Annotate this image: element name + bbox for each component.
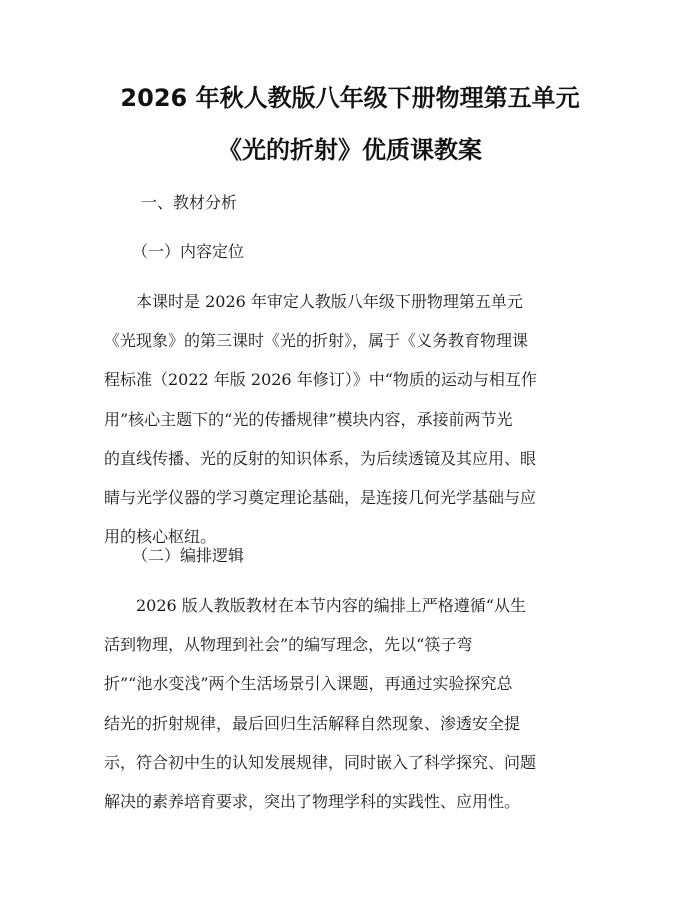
- paragraph-line: 用”核心主题下的“光的传播规律”模块内容，承接前两节光: [104, 409, 513, 429]
- paragraph-line: 活到物理，从物理到社会”的编写理念，先以“筷子弯: [104, 635, 473, 655]
- paragraph-line: 的直线传播、光的反射的知识体系，为后续透镜及其应用、眼: [104, 448, 537, 468]
- paragraph-line: 《光现象》的第三课时《光的折射》，属于《义务教育物理课: [104, 331, 529, 351]
- subsection-heading-arrangement-logic: （二）编排逻辑: [132, 546, 245, 565]
- paragraph-line: 示，符合初中生的认知发展规律，同时嵌入了科学探究、问题: [104, 752, 537, 772]
- paragraph-line: 用的核心枢纽。: [104, 527, 217, 547]
- paragraph-line: 解决的素养培育要求，突出了物理学科的实践性、应用性。: [104, 791, 521, 811]
- document-title-line-1: 2026 年秋人教版八年级下册物理第五单元: [120, 84, 580, 112]
- paragraph-line: 2026 版人教版教材在本节内容的编排上严格遵循“从生: [104, 596, 526, 615]
- subsection-heading-content-positioning: （一）内容定位: [132, 242, 245, 261]
- section-heading-textbook-analysis: 一、教材分析: [141, 193, 238, 212]
- document-title-line-2: 《光的折射》优质课教案: [218, 136, 482, 164]
- paragraph-line: 结光的折射规律，最后回归生活解释自然现象、渗透安全提: [104, 713, 521, 733]
- paragraph-line: 本课时是 2026 年审定人教版八年级下册物理第五单元: [104, 292, 523, 311]
- paragraph-arrangement-logic: [104, 586, 599, 821]
- paragraph-line: 程标准（2022 年版 2026 年修订）》中“物质的运动与相互作: [104, 370, 537, 390]
- paragraph-content-positioning: [104, 282, 599, 556]
- paragraph-line: 睛与光学仪器的学习奠定理论基础，是连接几何光学基础与应: [104, 487, 537, 507]
- paragraph-line: 折”“池水变浅”两个生活场景引入课题，再通过实验探究总: [104, 674, 513, 694]
